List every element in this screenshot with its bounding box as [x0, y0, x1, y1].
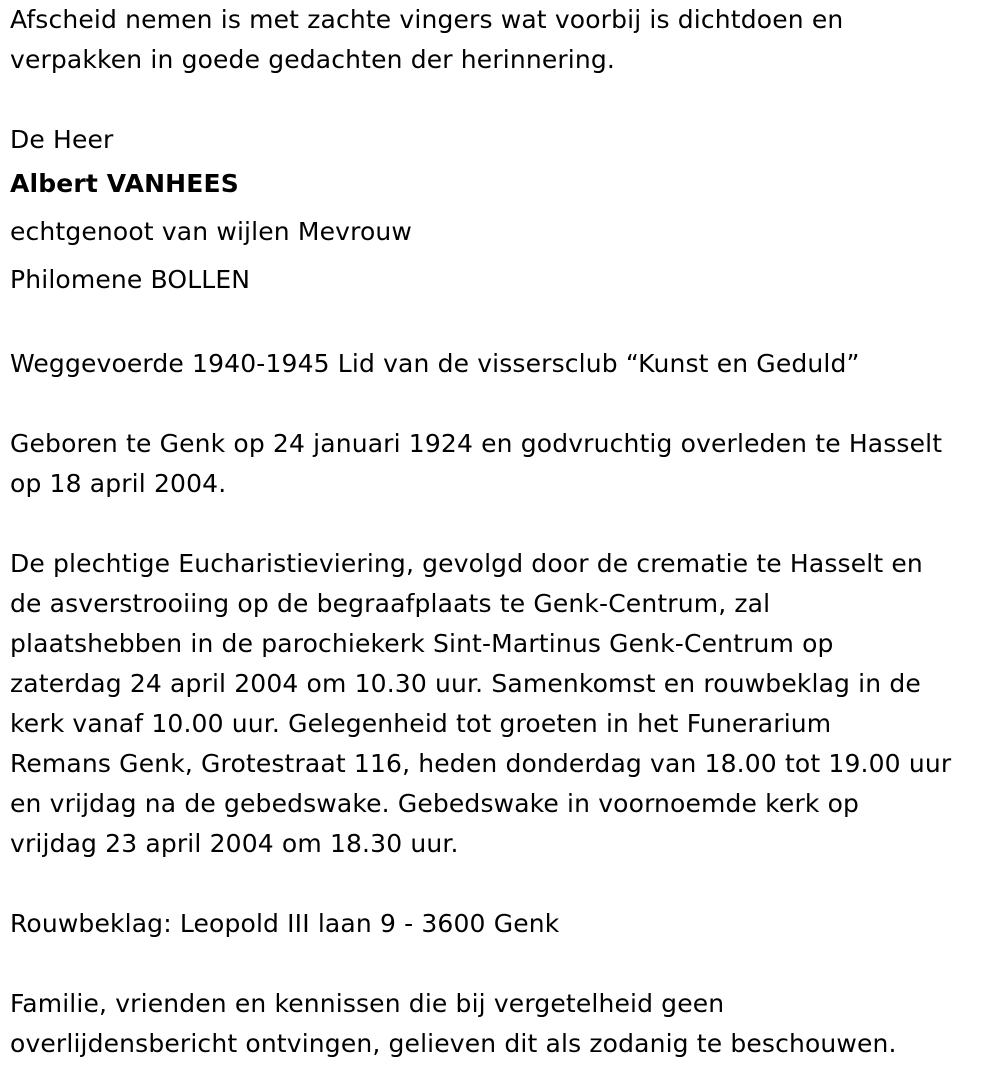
closing-line: overlijdensbericht ontvingen, gelieven dit als zodanig te beschouwen.: [10, 1029, 897, 1058]
spacer: [10, 944, 1000, 984]
closing-line: Familie, vrienden en kennissen die bij vergetelheid geen: [10, 989, 725, 1018]
ceremony-line: en vrijdag na de gebedswake. Gebedswake in voornoemde kerk op: [10, 789, 860, 818]
spacer: [10, 304, 1000, 344]
opening-line: Afscheid nemen is met zachte vingers wat voorbij is dichtdoen en: [10, 5, 844, 34]
ceremony-paragraph: [10, 544, 1000, 864]
ceremony-line: de asverstrooiing op de begraafplaats te Genk-Centrum, zal: [10, 589, 771, 618]
birth-death-line: op 18 april 2004.: [10, 469, 227, 498]
ceremony-line: plaatshebben in de parochiekerk Sint-Martinus Genk-Centrum op: [10, 629, 834, 658]
ceremony-line: kerk vanaf 10.00 uur. Gelegenheid tot groeten in het Funerarium: [10, 709, 832, 738]
opening-quote: [10, 0, 1000, 80]
ceremony-line: De plechtige Eucharistieviering, gevolgd door de crematie te Hasselt en: [10, 549, 923, 578]
relation: echtgenoot van wijlen Mevrouw: [10, 217, 412, 246]
deceased-name: Albert VANHEES: [10, 169, 239, 198]
affiliation: Weggevoerde 1940-1945 Lid van de vissersclub “Kunst en Geduld”: [10, 349, 860, 378]
deceased-block: [10, 120, 1000, 304]
opening-line: verpakken in goede gedachten der herinnering.: [10, 45, 615, 74]
birth-death-line: Geboren te Genk op 24 januari 1924 en godvruchtig overleden te Hasselt: [10, 429, 943, 458]
ceremony-line: vrijdag 23 april 2004 om 18.30 uur.: [10, 829, 459, 858]
ceremony-line: zaterdag 24 april 2004 om 10.30 uur. Samenkomst en rouwbeklag in de: [10, 669, 921, 698]
spacer: [10, 80, 1000, 120]
salutation: De Heer: [10, 125, 114, 154]
spouse-name: Philomene BOLLEN: [10, 265, 251, 294]
spacer: [10, 384, 1000, 424]
birth-death-paragraph: [10, 424, 1000, 504]
closing-paragraph: [10, 984, 1000, 1064]
condolence-address: Rouwbeklag: Leopold III laan 9 - 3600 Genk: [10, 909, 560, 938]
spacer: [10, 864, 1000, 904]
spacer: [10, 504, 1000, 544]
ceremony-line: Remans Genk, Grotestraat 116, heden donderdag van 18.00 tot 19.00 uur: [10, 749, 952, 778]
